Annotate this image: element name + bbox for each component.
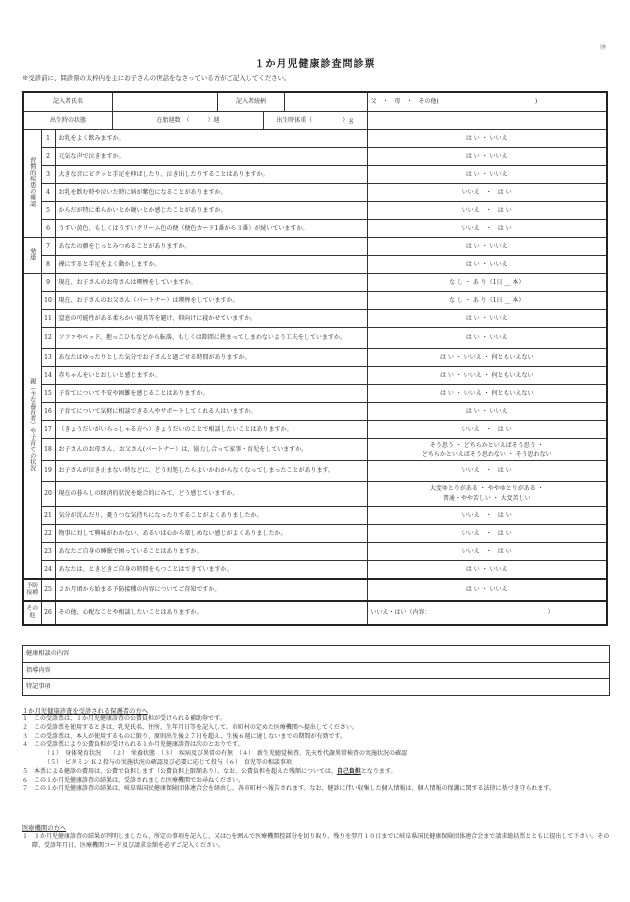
filler-row (23, 92, 607, 112)
answer-choice[interactable]: な し ・ あ り（1日 __ 本） (367, 274, 607, 292)
answer-choice[interactable]: いいえ ・ は い (367, 220, 607, 238)
birth-status-label: 出生時の状態 (49, 116, 86, 124)
table-row: 14 赤ちゃんをいとおしいと感じますか。 は い ・ いいえ ・ 何ともいえない (23, 367, 607, 385)
answer-choice[interactable]: いいえ ・ は い (367, 461, 607, 482)
answer-choice[interactable]: いいえ ・ は い (367, 184, 607, 202)
answer-choice[interactable]: は い ・ いいえ ・ 何ともいえない (367, 349, 607, 367)
table-row: 18 お子さんのお母さん、お父さん(パートナー）は、協力し合って家事・育児をしていますか。 そう思う ・ どちらかといえばそう思う ・ どちらかといえばそう思わない ・ そう思わない (23, 439, 607, 461)
table-row: 22 物事に対して興味がわかない、あるいは心から楽しめない感じがよくありましたか。 いいえ ・ は い (23, 525, 607, 543)
filler-relation-label: 記入者続柄 (217, 93, 284, 111)
table-row: 13 あなたはゆったりとした気分でお子さんと過ごせる時間がありますか。 は い ・ いいえ ・ 何ともいえない (23, 349, 607, 367)
guardian-section-heading: １か月児健康診査を受診される保護者の方へ (22, 708, 148, 715)
category-other: その他 (23, 601, 41, 625)
answer-choice[interactable]: 大変ゆとりがある ・ ややゆとりがある ・ 普通・やや苦しい ・ 大変苦しい (367, 482, 607, 507)
table-row: 8 裸にすると手足をよく動かしますか。 は い ・ いいえ (23, 256, 607, 274)
table-row: 23 あなたご自身の睡眠で困っていることはありますか。 いいえ ・ は い (23, 543, 607, 561)
table-row: 3 大きな音にビクッと手足を伸ばしたり、泣き出したりすることはありますか。 は い ・ いいえ (23, 166, 607, 184)
page-number: ⑲ (599, 44, 606, 51)
table-row: 12 ソファやベッド、抱っこひもなどから転落、もしくは隙間に挟まってしまわないよう工夫をしていますか。 は い ・ いいえ (23, 328, 607, 349)
answer-choice[interactable]: いいえ ・ は い (367, 507, 607, 525)
table-row: 17 （きょうだいがいらっしゃる方へ）きょうだいのことで相談したいことはありますか。 いいえ ・ は い (23, 421, 607, 439)
institution-section-heading: 医療機関の方へ (22, 825, 67, 832)
category-development: 発達 (23, 238, 41, 274)
answer-choice[interactable]: いいえ・はい（内容： ） (367, 601, 607, 625)
table-row: 10 現在、お子さんのお父さん（パートナー）は喫煙をしていますか。 な し ・ あ り（1日 __ 本） (23, 292, 607, 310)
table-row: 5 からだが特に柔らかいとか硬いとか感じたことがありますか。 いいえ ・ は い (23, 202, 607, 220)
staff-notes-box (22, 645, 610, 696)
answer-choice[interactable]: は い ・ いいえ (367, 310, 607, 328)
table-row: 19 お子さんが泣き止まない時などに、どう対処したらよいかわからなくなってしまったことがあります。 いいえ ・ は い (23, 461, 607, 482)
table-row: 予防接種 25 ２か月頃から始まる予防接種の内容についてご存知ですか。 は い ・ いいえ (23, 579, 607, 601)
answer-choice[interactable]: いいえ ・ は い (367, 421, 607, 439)
instruction-note: ※受診前に、問診票の太枠内を主にお子さんの世話をなさっている方がご記入してください。 (22, 74, 291, 82)
answer-choice[interactable]: は い ・ いいえ (367, 148, 607, 166)
answer-choice[interactable]: は い ・ いいえ (367, 256, 607, 274)
answer-choice[interactable]: は い ・ いいえ (367, 561, 607, 580)
answer-choice[interactable]: は い ・ いいえ (367, 130, 607, 148)
answer-choice[interactable]: いいえ ・ は い (367, 543, 607, 561)
table-row: 6 うすい黄色、もしくはうすいクリーム色の便（便色カード1番から３番）が続いていますか。 いいえ ・ は い (23, 220, 607, 238)
table-row: 11 窒息の可能性がある柔らかい寝具等を避け、仰向けに寝かせていますか。 は い ・ いいえ (23, 310, 607, 328)
gestation-field[interactable]: 在胎週数 （ ）週 (112, 112, 263, 129)
answer-choice[interactable]: は い ・ いいえ (367, 166, 607, 184)
table-row: 24 あなたは、ときどきご自身の時間をもつことはできていますか。 は い ・ いいえ (23, 561, 607, 580)
answer-choice[interactable]: は い ・ いいえ (367, 238, 607, 256)
answer-choice[interactable]: は い ・ いいえ ・ 何ともいえない (367, 367, 607, 385)
table-row: 習慣的疾患の確認 1 お乳をよく飲みますか。 は い ・ いいえ (23, 130, 607, 148)
category-parenting: 親（主な養育者）や子育ての状況 (23, 274, 41, 580)
answer-choice[interactable]: は い ・ いいえ (367, 328, 607, 349)
filler-name-field[interactable] (112, 93, 217, 111)
category-vaccination: 予防接種 (23, 579, 41, 601)
table-row: 親（主な養育者）や子育ての状況 9 現在、お子さんのお母さんは喫煙をしていますか。 な し ・ あ り（1日 __ 本） (23, 274, 607, 292)
answer-choice[interactable]: そう思う ・ どちらかといえばそう思う ・ どちらかといえばそう思わない ・ そう思わない (367, 439, 607, 461)
answer-choice[interactable]: は い ・ いいえ ・ 何ともいえない (367, 385, 607, 403)
questionnaire-table (22, 91, 608, 626)
answer-choice[interactable]: いいえ ・ は い (367, 525, 607, 543)
guardian-section-body: １ この受診票は、１か月児健康診査の公費負担が受けられる補助券です。 ２ この受診票を使用するときは、乳児氏名、住所、生年月日等を記入して、市町村の定めた医療機関へ提出してください。 ３ この受診票は、本人が使用するものに限り、原則出生後２７日を超え、生後６週に達しないまでの期間が有効です。 ４ この受診票により公費負担が受けられる１か月児健康診査は次のとおりです。 （１） 身体発育状況 （２） 栄養状態 （３） 疾病及び異常の有無 （４） 新生児聴覚検査、先天性代謝異常検査の実施状況の確認 （５） ビタミン Ｋ２投与の実施状況の確認及び必要に応じて投与（６） 育児等の相談事項 ５ 本票による健診の費用は、公費で負担します（公費負担上限額あり）。なお、公費負担を超えた残額については、自己負担となります。 ６ この１か月児健康診査の結果は、受診されました医療機関でお尋ねください。 ７ この１か月児健康診査の結果は、岐阜県国民健康保険団体連合会を経由し、各市町村へ報告されます。なお、健診に伴い収集した個人情報は、個人情報の保護に関する法律に基づき守られます。 (22, 715, 556, 793)
institution-section-body: １ １か月児健康診査の結果が判明しましたら、所定の事項を記入し、又は○を囲んで医療機関控部分を切り取り、残りを翌月１０日までに岐阜県国民健康保険団体連合会まで請求総括票とともに提出して下さい。その際、受診年月日、医療機関コード及び請求金額を必ずご記入ください。 (22, 833, 610, 849)
table-row: 20 現在の暮らしの経済的状況を総合的にみて、どう感じていますか。 大変ゆとりがある ・ ややゆとりがある ・ 普通・やや苦しい ・ 大変苦しい (23, 482, 607, 507)
answer-choice[interactable]: な し ・ あ り（1日 __ 本） (367, 292, 607, 310)
guidance-content-field[interactable]: 指導内容 (23, 663, 609, 680)
category-habitual: 習慣的疾患の確認 (23, 130, 41, 238)
page-title: １か月児健康診査問診票 (254, 59, 376, 70)
table-row: 15 子育てについて不安や困難を感じることはありますか。 は い ・ いいえ ・ 何ともいえない (23, 385, 607, 403)
special-notes-field[interactable]: 特記事項 (26, 683, 51, 690)
consultation-content-field[interactable]: 健康相談の内容 (23, 646, 609, 663)
answer-choice[interactable]: いいえ ・ は い (367, 202, 607, 220)
table-row: 発達 7 あなたの顔をじっとみつめることがありますか。 は い ・ いいえ (23, 238, 607, 256)
answer-choice[interactable]: は い ・ いいえ (367, 403, 607, 421)
table-row: 21 気分が沈んだり、憂うつな気持ちになったりすることがよくありましたか。 いいえ ・ は い (23, 507, 607, 525)
table-row: 16 子育てについて気軽に相談できる人やサポートしてくれる人はいますか。 は い ・ いいえ (23, 403, 607, 421)
relation-options[interactable]: 父 ・ 母 ・ その他( ) (367, 92, 607, 112)
birth-row (23, 112, 607, 130)
table-row: 2 元気な声で泣きますか。 は い ・ いいえ (23, 148, 607, 166)
filler-name-label: 記入者氏名 (52, 98, 83, 106)
birth-weight-field[interactable]: 出生時体重（ ）ｇ (263, 112, 367, 129)
answer-choice[interactable]: は い ・ いいえ (367, 579, 607, 601)
table-row: 4 お乳を飲む時や泣いた時に唇が紫色になることがありますか。 いいえ ・ は い (23, 184, 607, 202)
table-row: その他 26 その他、心配なことや相談したいことはありますか。 いいえ・はい（内容： ） (23, 601, 607, 625)
